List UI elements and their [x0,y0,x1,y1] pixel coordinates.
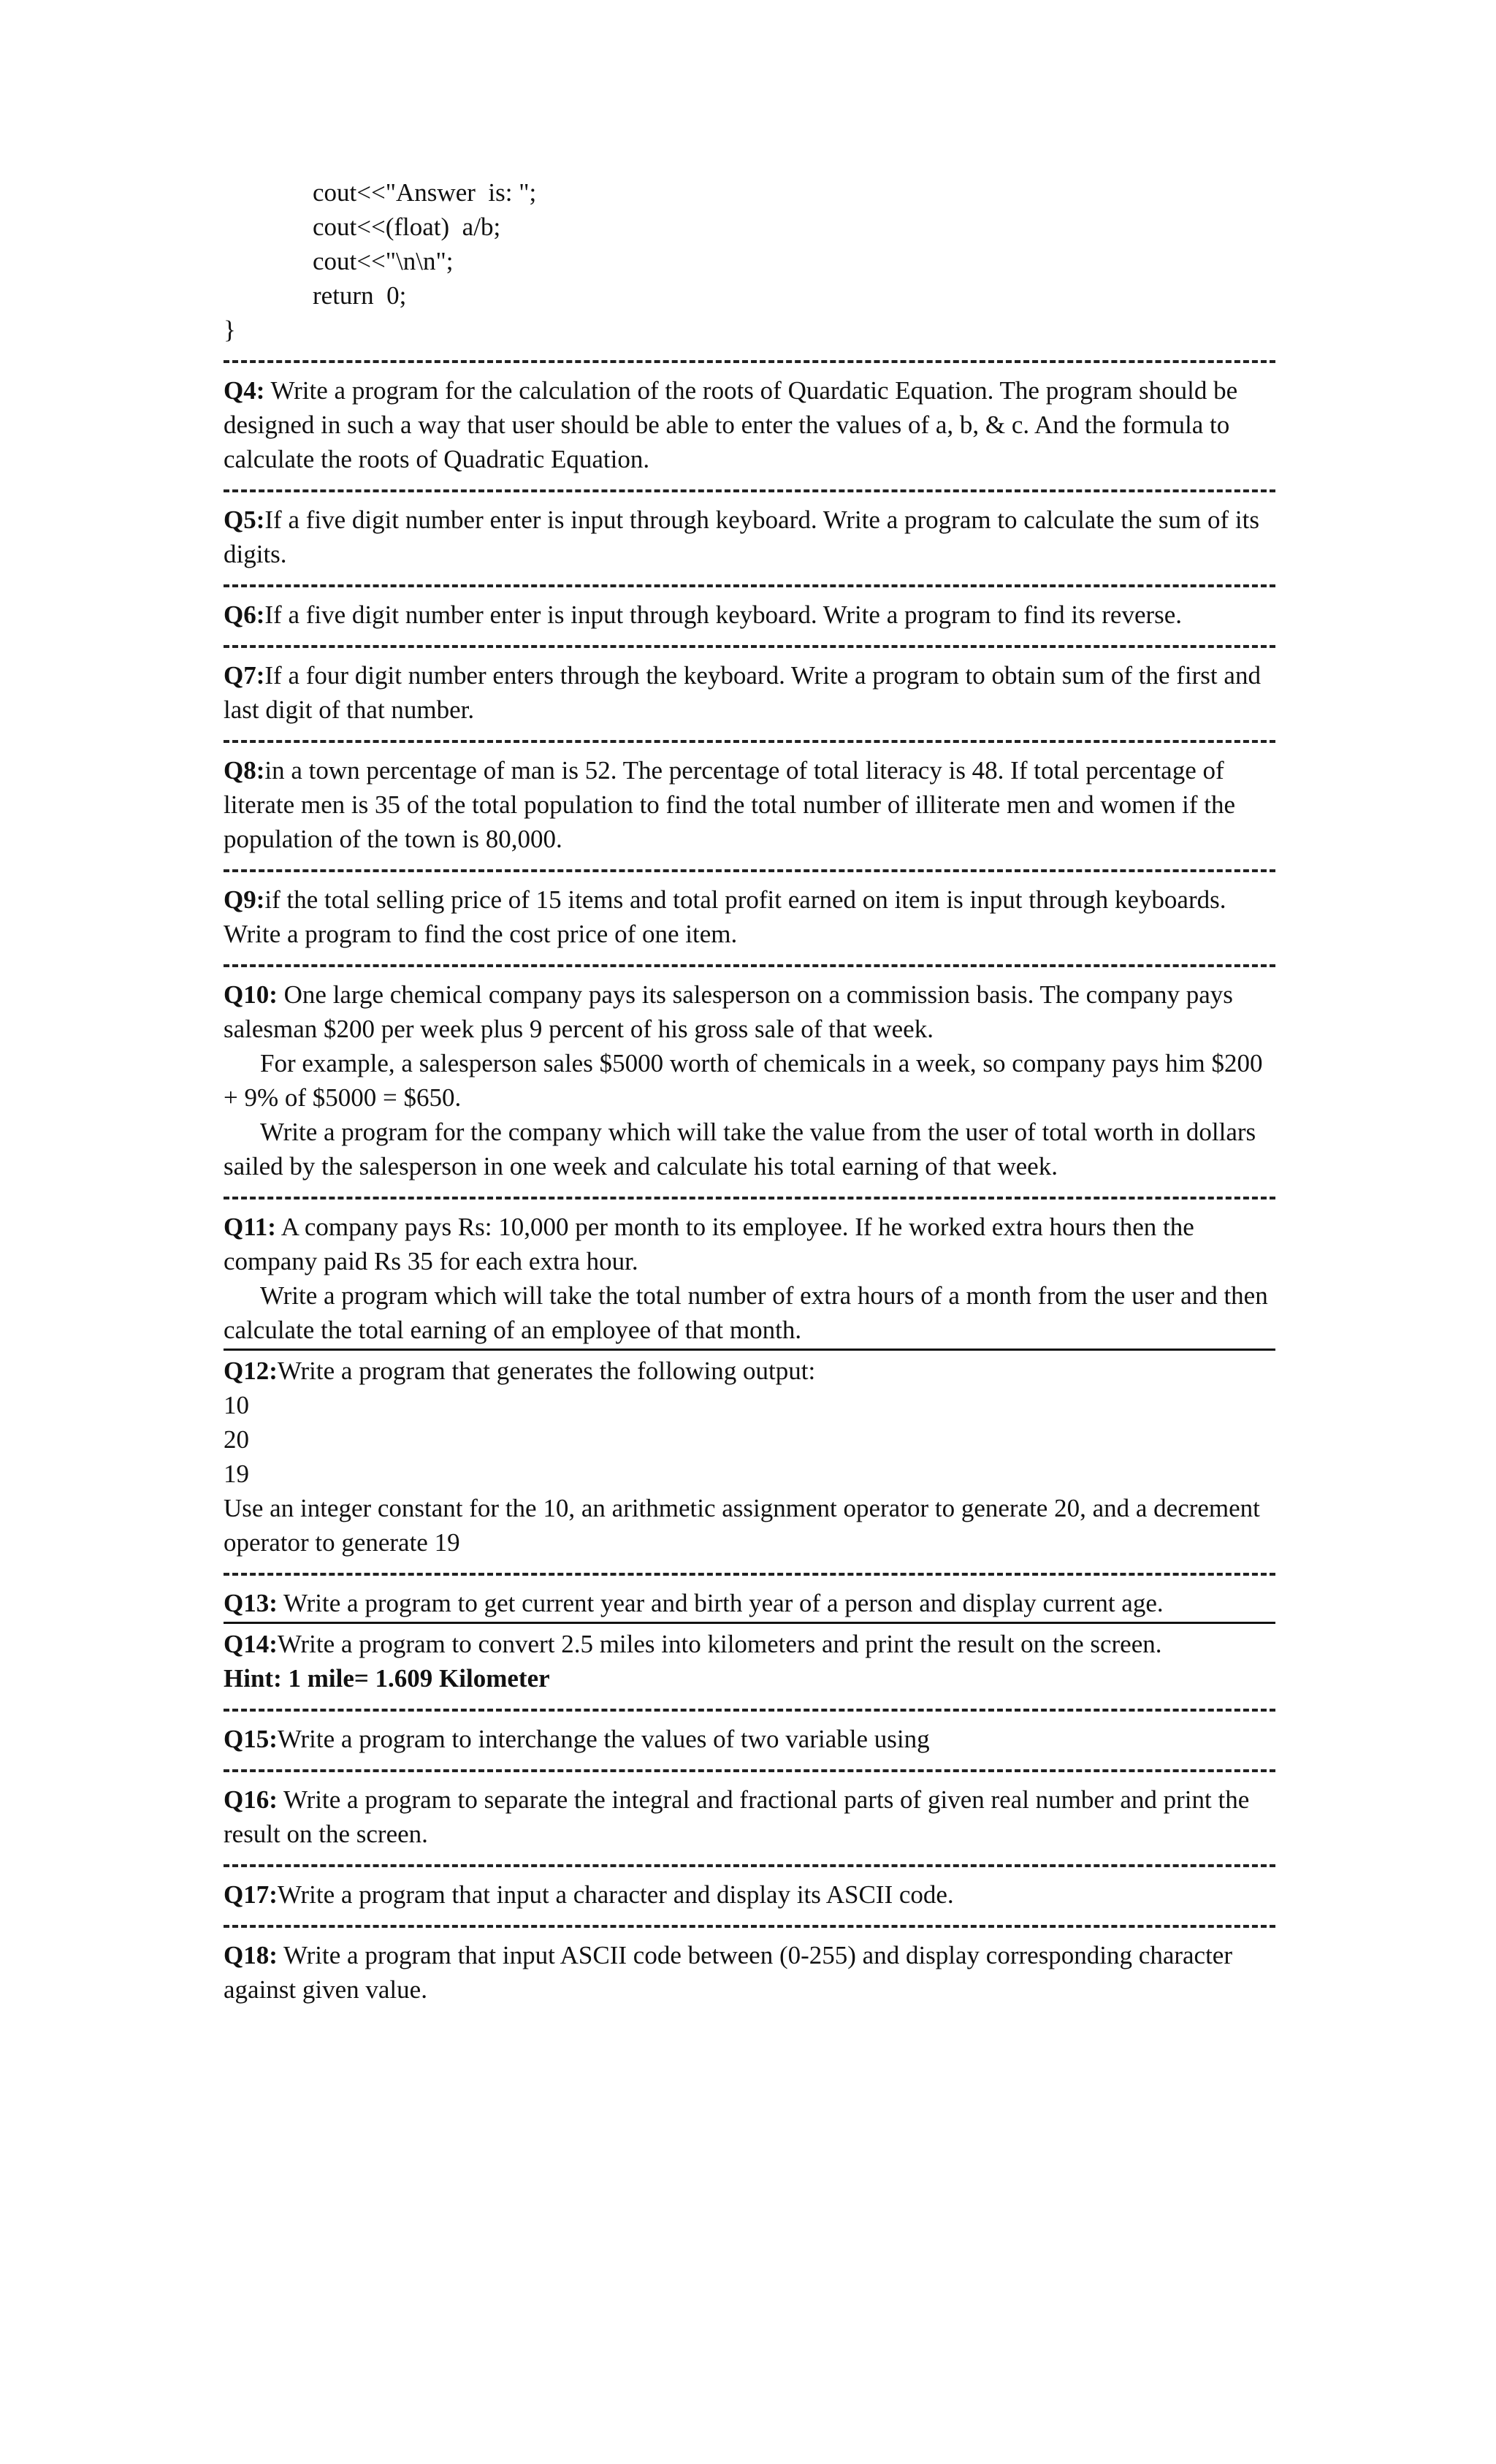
dashed-divider [224,1573,1275,1576]
question-number: Q4: [224,376,265,405]
question-q5 [224,503,1275,571]
output-line: 20 [224,1425,249,1454]
question-q6 [224,598,1275,632]
code-line: cout<<(float) a/b; [313,213,501,241]
question-number: Q8: [224,756,265,785]
question-number: Q15: [224,1725,278,1753]
question-number: Q7: [224,661,265,690]
dashed-divider [224,1769,1275,1772]
question-text: if the total selling price of 15 items and total profit earned on item is input through keyboards. Write a program to find the cost price of one item. [224,885,1226,948]
question-q13 [224,1586,1275,1620]
question-text: Write a program to interchange the values of two variable using [277,1725,930,1753]
question-number: Q10: [224,980,278,1009]
solid-divider [224,1622,1275,1624]
question-number: Q6: [224,600,265,629]
dashed-divider [224,489,1275,492]
question-text: in a town percentage of man is 52. The percentage of total literacy is 48. If total percentage of literate men is 35 of the total population to find the total number of illiterate men and women if the population of the town is 80,000. [224,756,1236,853]
question-text: Write a program that generates the following output: [277,1357,816,1385]
question-text: One large chemical company pays its salesperson on a commission basis. The company pays salesman $200 per week plus 9 percent of his gross sale of that week. [224,980,1233,1043]
question-text: If a five digit number enter is input through keyboard. Write a program to calculate the sum of its digits. [224,506,1259,568]
dashed-divider [224,360,1275,363]
question-q17 [224,1877,1275,1912]
output-line: 19 [224,1460,249,1488]
dashed-divider [224,1709,1275,1712]
question-text: Write a program that input ASCII code between (0-255) and display corresponding character against given value. [224,1941,1232,2004]
dashed-divider [224,869,1275,872]
question-number: Q13: [224,1589,278,1617]
question-paragraph: For example, a salesperson sales $5000 worth of chemicals in a week, so company pays him $200 + 9% of $5000 = $650. [224,1049,1263,1112]
question-text: Write a program to convert 2.5 miles into kilometers and print the result on the screen. [277,1630,1162,1658]
question-q11 [224,1210,1275,1347]
dashed-divider [224,740,1275,743]
question-number: Q16: [224,1785,278,1814]
question-number: Q9: [224,885,265,914]
question-q15 [224,1722,1275,1756]
question-text: A company pays Rs: 10,000 per month to its employee. If he worked extra hours then the company paid Rs 35 for each extra hour. [224,1213,1194,1275]
question-number: Q14: [224,1630,278,1658]
question-paragraph: Write a program which will take the total number of extra hours of a month from the user and then calculate the total earning of an employee of that month. [224,1281,1268,1344]
output-line: 10 [224,1391,249,1419]
question-q4 [224,373,1275,476]
code-line: return 0; [313,281,407,310]
dashed-divider [224,645,1275,648]
question-text: Write a program to separate the integral and fractional parts of given real number and print the result on the screen. [224,1785,1250,1848]
code-closing-brace: } [224,316,236,344]
question-q9 [224,882,1275,951]
question-number: Q12: [224,1357,278,1385]
code-line: cout<<"\n\n"; [313,247,454,275]
hint-text: Hint: 1 mile= 1.609 Kilometer [224,1664,550,1693]
question-text: If a five digit number enter is input through keyboard. Write a program to find its reverse. [264,600,1183,629]
question-q8 [224,753,1275,856]
question-number: Q17: [224,1880,278,1909]
dashed-divider [224,1925,1275,1928]
question-paragraph: Write a program for the company which will take the value from the user of total worth in dollars sailed by the salesperson in one week and calculate his total earning of that week. [224,1118,1256,1180]
dashed-divider [224,1864,1275,1867]
question-text: Write a program that input a character and display its ASCII code. [277,1880,954,1909]
dashed-divider [224,964,1275,967]
code-block [224,175,1275,347]
question-q12 [224,1354,1275,1560]
question-number: Q11: [224,1213,276,1241]
dashed-divider [224,1197,1275,1199]
question-q14 [224,1627,1275,1696]
question-q7 [224,658,1275,727]
solid-divider [224,1349,1275,1351]
question-number: Q18: [224,1941,278,1969]
question-number: Q5: [224,506,265,534]
question-q16 [224,1782,1275,1851]
question-q10 [224,977,1275,1183]
dashed-divider [224,584,1275,587]
question-q18 [224,1938,1275,2007]
code-line: cout<<"Answer is: "; [313,178,537,207]
document-page [224,175,1275,2007]
question-text: Write a program to get current year and birth year of a person and display current age. [277,1589,1164,1617]
question-text: If a four digit number enters through the keyboard. Write a program to obtain sum of the first and last digit of that number. [224,661,1261,724]
question-text: Write a program for the calculation of the roots of Quardatic Equation. The program should be designed in such a way that user should be able to enter the values of a, b, & c. And the formula to calculate the roots of Quadratic Equation. [224,376,1238,473]
question-paragraph: Use an integer constant for the 10, an arithmetic assignment operator to generate 20, and a decrement operator to generate 19 [224,1494,1260,1557]
